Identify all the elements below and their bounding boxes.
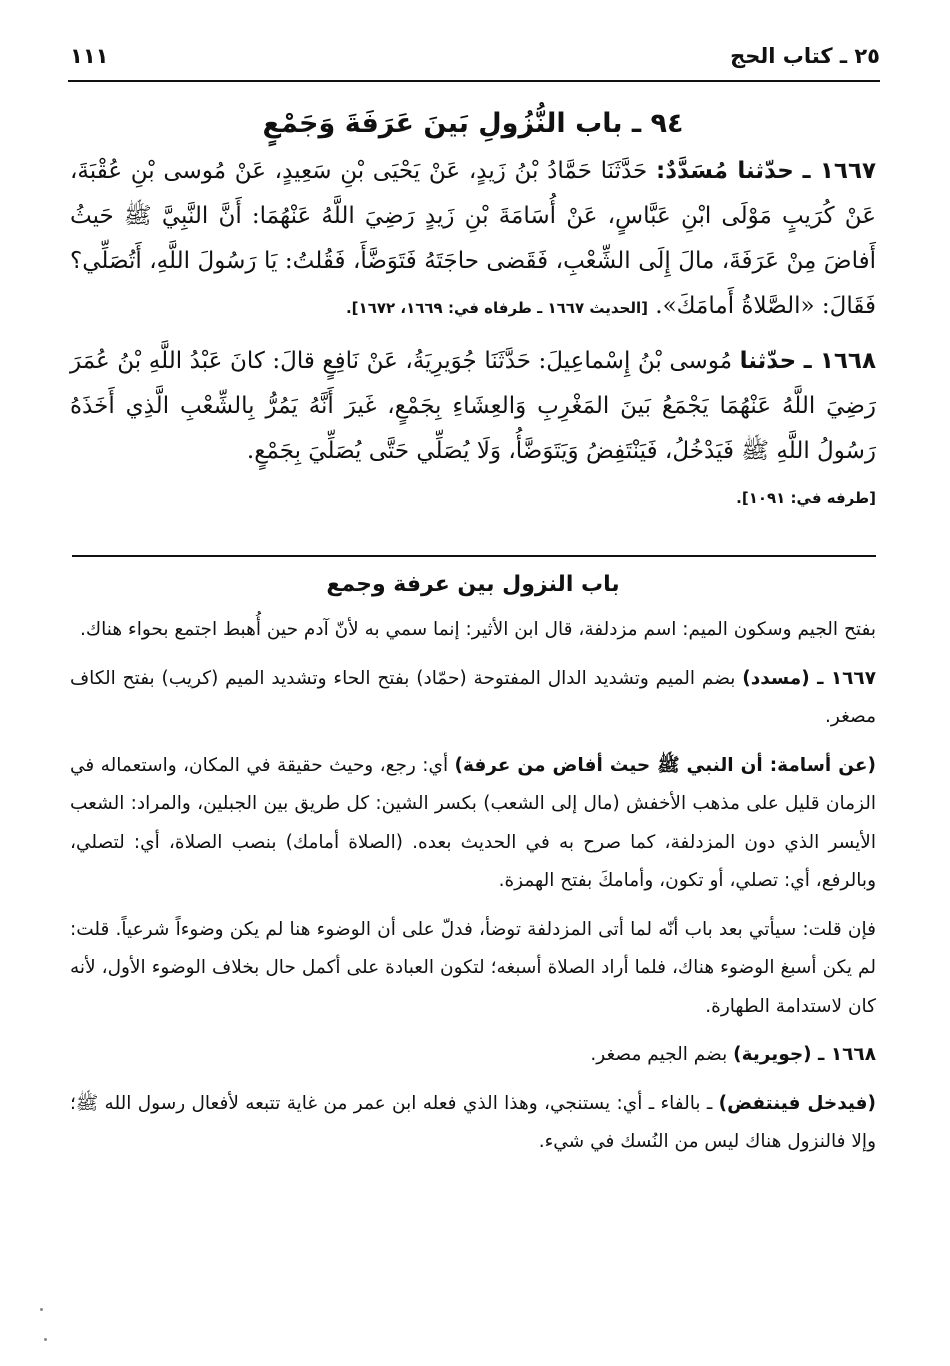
page-header [70,44,880,78]
commentary-bold: ١٦٦٧ ـ (مسدد) [742,667,876,689]
commentary-paragraph [70,611,876,650]
commentary-text: فإن قلت: سيأتي بعد باب أنّه لما أتى المزدلفة توضأ، فدلّ على أن الوضوء هنا لم يكن وضوءاً شرعياً. قلت: لم يكن أسبغ الوضوء هناك، فلما أراد الصلاة أسبغه؛ لتكون العبادة على أكمل حال بخلاف الوضوء الأول، لأنه كان لاستدامة الطهارة. [70,918,876,1017]
running-head-chapter: ٢٥ ـ كتاب الحج [730,44,880,68]
commentary-paragraph [70,747,876,901]
page-number: ١١١ [70,44,109,68]
commentary-text: أي: رجع، وحيث حقيقة في المكان، واستعماله في الزمان قليل على مذهب الأخفش (مال إلى الشعب) بكسر الشين: كل طريق بين الجبلين، والمراد: الشعب الأيسر الذي دون المزدلفة، كما صرح به في الحديث بعده. (الصلاة أمامك) بنصب الصلاة، أي: لتصلي، وبالرفع، أي: تصلي، أو تكون، وأمامكَ بفتح الهمزة. [70,754,876,891]
header-rule [68,80,880,82]
commentary-text: بفتح الجيم وسكون الميم: اسم مزدلفة، قال ابن الأثير: إنما سمي به لأنّ آدم حين أُهبط اجتمع بحواء هناك. [80,619,876,640]
commentary-text: ـ بالفاء ـ أي: يستنجي، وهذا الذي فعله ابن عمر من غاية تتبعه لأفعال رسول الله ﷺ؛ وإلا فالنزول هناك ليس من النُسك في شيء. [70,1092,876,1152]
hadith-text: مُوسى بْنُ إِسْماعِيلَ: حَدَّثَنَا جُوَيرِيَةُ، عَنْ نَافِعٍ قالَ: كانَ عَبْدُ اللَّهِ بْنُ عُمَرَ رَضِيَ اللَّهُ عَنْهُمَا يَجْمَعُ بَينَ المَغْرِبِ وَالعِشَاءِ بِجَمْعٍ، غَيرَ أَنَّهُ يَمُرُّ بِالشِّعْبِ الَّذِي أَخَذَهُ رَسُولُ اللَّهِ ﷺ فَيَدْخُلُ، فَيَنْتَفِضُ وَيَتَوَضَّأُ، وَلَا يُصَلِّي حَتَّى يُصَلِّيَ بِجَمْعٍ. [70,348,876,464]
commentary-bold: (فيدخل فينتفض) [718,1092,876,1114]
chapter-title: ٩٤ ـ باب النُّزُولِ بَينَ عَرَفَةَ وَجَمْعٍ [262,108,684,139]
hadith-number: ١٦٦٧ ـ [802,158,877,184]
commentary-text: بضم الميم وتشديد الدال المفتوحة (حمّاد) بفتح الحاء وتشديد الميم (كريب) بفتح الكاف مصغر. [70,667,876,727]
commentary-title: باب النزول بين عرفة وجمع [326,572,620,597]
commentary-bold: ١٦٦٨ ـ (جويرية) [733,1044,876,1065]
hadith-lead: حدّثنا مُسَدَّدٌ: [656,158,794,184]
hadith-reference: [الحديث ١٦٦٧ ـ طرفاه في: ١٦٦٩، ١٦٧٢]. [345,299,648,317]
commentary-paragraph [70,1085,876,1162]
hadith-reference: [طرفه في: ١٠٩١]. [736,489,876,507]
commentary-paragraph [70,911,876,1027]
commentary-paragraph [70,660,876,737]
hadith-lead: حدّثنا [739,348,797,374]
commentary-bold: (عن أسامة: أن النبي ﷺ حيث أفاض من عرفة) [454,754,876,776]
commentary-divider [72,555,876,557]
scan-speck [44,1338,47,1341]
hadith-1668 [70,339,876,521]
commentary-text: بضم الجيم مصغر. [590,1044,728,1065]
commentary-section [70,572,876,1172]
hadith-1667 [70,149,876,331]
commentary-paragraph [70,1036,876,1075]
hadith-number: ١٦٦٨ ـ [803,348,877,374]
hadith-text: حَدَّثَنَا حَمَّادُ بْنُ زَيدٍ، عَنْ يَحْيَى بْنِ سَعِيدٍ، عَنْ مُوسى بْنِ عُقْبَةَ، عَنْ كُرَيبٍ مَوْلَى ابْنِ عَبَّاسٍ، عَنْ أُسَامَةَ بْنِ زَيدٍ رَضِيَ اللَّهُ عَنْهُمَا: أَنَّ النَّبِيَّ ﷺ حَيثُ أَفاضَ مِنْ عَرَفَةَ، مالَ إِلَى الشِّعْبِ، فَقَضى حاجَتَهُ فَتَوَضَّأَ، فَقُلتُ: يَا رَسُولَ اللَّهِ، أَتُصَلِّي؟ فَقَالَ: «الصَّلاةُ أَمامَكَ». [70,158,876,319]
scan-speck [40,1308,43,1311]
hadith-section [70,100,876,529]
